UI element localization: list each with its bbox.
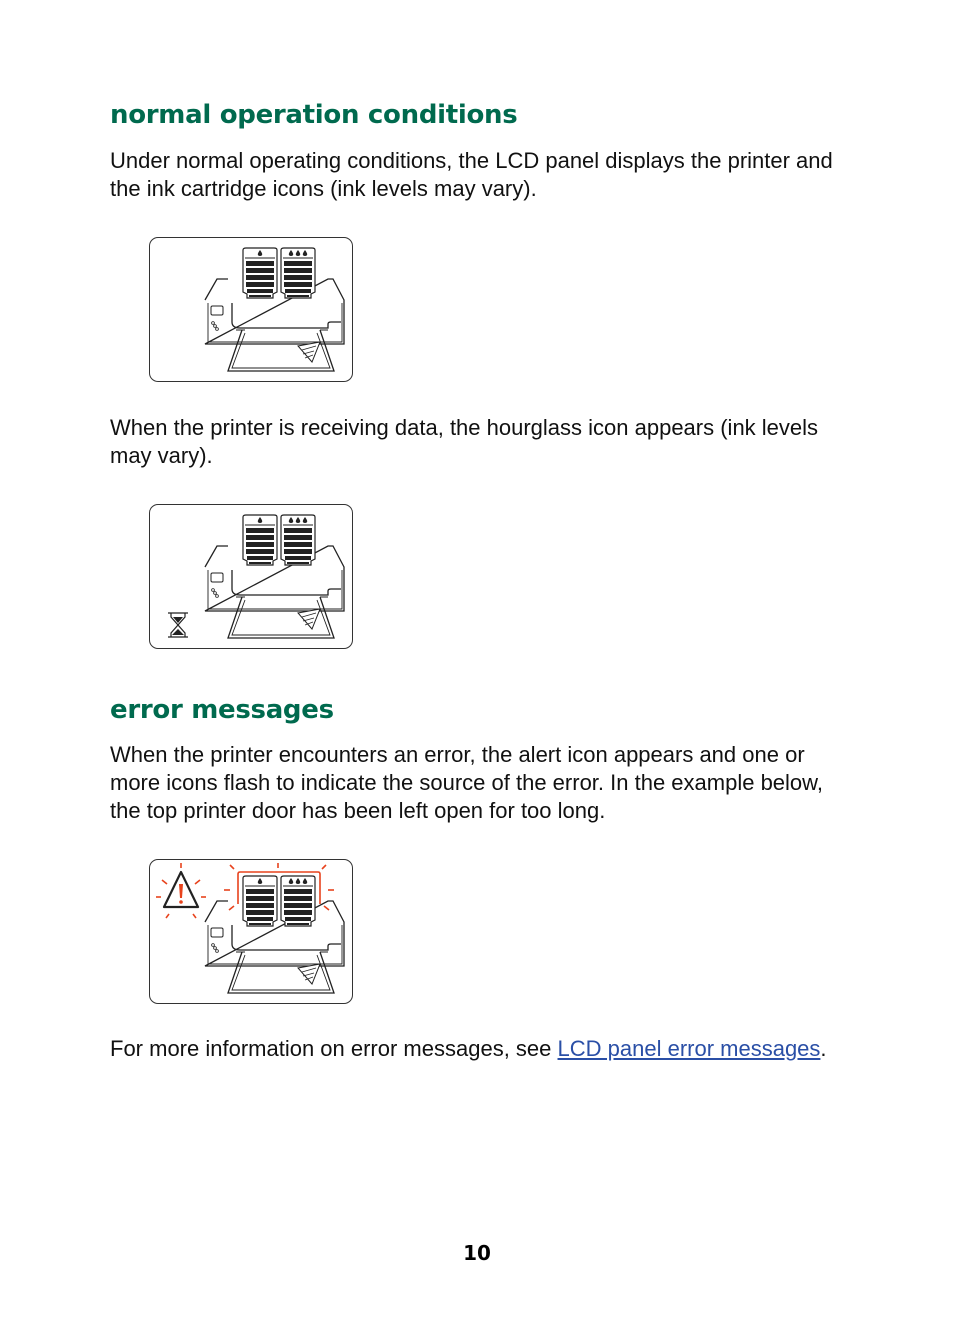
- door-open-flash: [224, 863, 334, 910]
- cartridge-icons: [243, 248, 315, 298]
- section-heading-normal-operation: normal operation conditions: [110, 100, 518, 130]
- lcd-panel-error-messages-link[interactable]: LCD panel error messages: [557, 1036, 821, 1061]
- section-heading-error-messages: error messages: [110, 695, 334, 725]
- alert-icon: [156, 863, 206, 918]
- printer-icon: [150, 238, 354, 383]
- hourglass-icon: [168, 613, 188, 637]
- more-info-period: .: [820, 1036, 827, 1061]
- printer-icon: [150, 860, 354, 1005]
- more-info-text: For more information on error messages, see: [110, 1036, 558, 1061]
- printer-icon: [150, 505, 354, 650]
- paragraph-receiving-data: When the printer is receiving data, the hourglass icon appears (ink levels may vary).: [110, 415, 819, 468]
- lcd-figure-receiving: [149, 504, 353, 649]
- paragraph-normal-operation: Under normal operating conditions, the LCD panel displays the printer and the ink cartridge icons (ink levels may vary).: [110, 148, 833, 201]
- page-number: 10: [463, 1241, 491, 1265]
- cartridge-icons: [243, 515, 315, 565]
- cartridge-icons: [243, 876, 315, 926]
- paragraph-more-info: [110, 1035, 850, 1063]
- lcd-figure-error: [149, 859, 353, 1004]
- paragraph-error-messages: When the printer encounters an error, the alert icon appears and one or more icons flash to indicate the source of the error. In the example below, the top printer door has been left open for too long.: [110, 742, 823, 823]
- lcd-figure-normal: [149, 237, 353, 382]
